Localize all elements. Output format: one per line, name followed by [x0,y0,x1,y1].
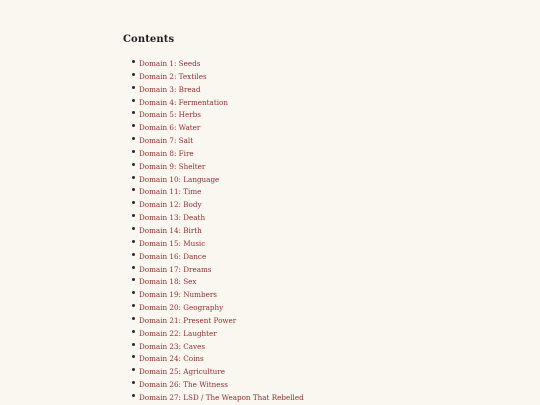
list-item [123,325,423,338]
bullet-icon [132,227,135,230]
bullet-icon [132,266,135,269]
list-item [123,183,423,196]
bullet-icon [132,304,135,307]
list-item [123,248,423,261]
bullet-icon [132,86,135,89]
bullet-icon [132,317,135,320]
contents-heading: Contents [123,34,175,45]
bullet-icon [132,111,135,114]
list-item [123,158,423,171]
domain-link[interactable]: Domain 1: Seeds [139,59,201,68]
bullet-icon [132,73,135,76]
list-item [123,261,423,274]
bullet-icon [132,137,135,140]
list-item [123,235,423,248]
domain-link[interactable]: Domain 10: Language [139,174,220,184]
domain-link[interactable]: Domain 18: Sex [139,277,197,287]
domain-link[interactable]: Domain 17: Dreams [139,264,212,274]
list-item [123,132,423,145]
list-item [123,222,423,235]
bullet-icon [132,201,135,204]
domain-link[interactable]: Domain 7: Salt [139,136,194,146]
domain-link[interactable]: Domain 3: Bread [139,84,201,94]
list-item [123,106,423,119]
domain-link[interactable]: Domain 4: Fermentation [139,97,228,107]
domain-link[interactable]: Domain 25: Agriculture [139,367,225,377]
bullet-icon [132,99,135,102]
list-item [123,363,423,376]
list-item [123,312,423,325]
bullet-icon [132,240,135,243]
list-item [123,389,423,402]
domain-link[interactable]: Domain 23: Caves [139,341,206,351]
bullet-icon [132,188,135,191]
list-item [123,55,423,68]
bullet-icon [132,60,135,63]
domain-link[interactable]: Domain 22: Laughter [139,328,217,338]
domain-link[interactable]: Domain 9: Shelter [139,161,206,171]
domain-link[interactable]: Domain 24: Coins [139,354,204,364]
list-item [123,145,423,158]
list-item [123,286,423,299]
list-item [123,299,423,312]
domain-link[interactable]: Domain 13: Death [139,213,206,223]
domain-link[interactable]: Domain 26: The Witness [139,380,228,390]
list-item [123,209,423,222]
bullet-icon [132,291,135,294]
list-item [123,338,423,351]
domain-link[interactable]: Domain 14: Birth [139,225,202,235]
domain-link[interactable]: Domain 15: Music [139,238,206,248]
bullet-icon [132,368,135,371]
bullet-icon [132,253,135,256]
list-item [123,350,423,363]
domain-link[interactable]: Domain 8: Fire [139,148,194,158]
domain-link[interactable]: Domain 12: Body [139,200,202,210]
domain-link[interactable]: Domain 6: Water [139,123,201,133]
contents-list [123,55,423,402]
list-item [123,81,423,94]
bullet-icon [132,343,135,346]
domain-link[interactable]: Domain 21: Present Power [139,315,237,325]
domain-link[interactable]: Domain 20: Geography [139,303,224,313]
bullet-icon [132,150,135,153]
domain-link[interactable]: Domain 5: Herbs [139,110,201,120]
list-item [123,376,423,389]
bullet-icon [132,163,135,166]
list-item [123,119,423,132]
domain-link[interactable]: Domain 2: Textiles [139,71,207,81]
bullet-icon [132,176,135,179]
domain-link[interactable]: Domain 11: Time [139,187,202,197]
domain-link[interactable]: Domain 19: Numbers [139,290,217,300]
list-item [123,171,423,184]
bullet-icon [132,355,135,358]
bullet-icon [132,381,135,384]
bullet-icon [132,214,135,217]
bullet-icon [132,330,135,333]
bullet-icon [132,124,135,127]
table-of-contents [123,33,423,402]
list-item [123,94,423,107]
bullet-icon [132,394,135,397]
bullet-icon [132,278,135,281]
domain-link[interactable]: Domain 16: Dance [139,251,207,261]
list-item [123,273,423,286]
list-item [123,196,423,209]
domain-link[interactable]: Domain 27: LSD / The Weapon That Rebelled [139,392,304,402]
list-item [123,68,423,81]
